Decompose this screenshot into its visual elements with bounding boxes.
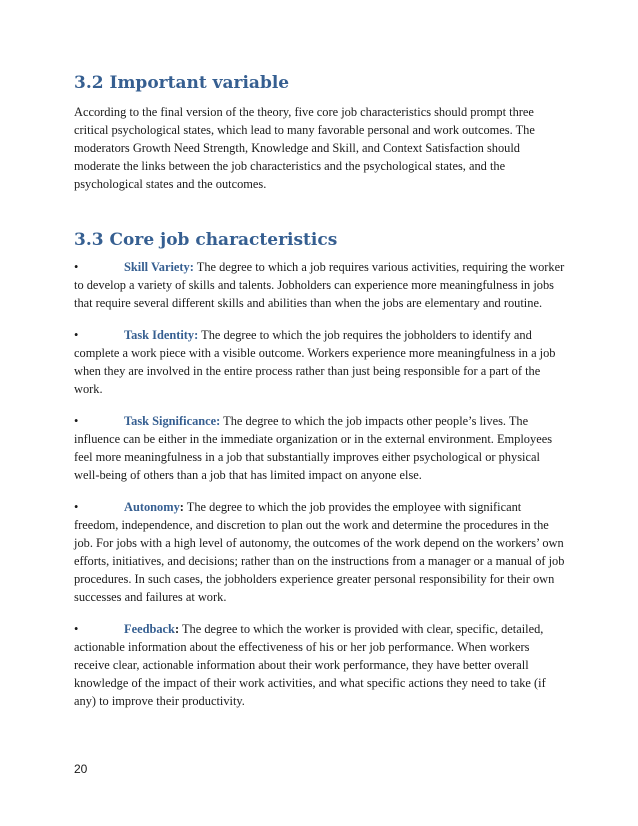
list-item-skill-variety <box>74 258 566 312</box>
bullet-icon: • <box>74 500 79 514</box>
list-item-task-identity <box>74 326 566 398</box>
definition-task-significance: The degree to which the job impacts other people’s lives. The influence can be either in the immediate organization or in the external environment. Employees feel more meaningfulness in a job that substantially improves either psychological or physical well-being of others than a job that has limited impact on anyone else. <box>74 414 553 482</box>
bullet-icon: • <box>74 414 79 428</box>
term-task-significance: Task Significance: <box>124 414 221 428</box>
term-skill-variety: Skill Variety: <box>124 260 194 274</box>
term-autonomy: Autonomy <box>124 500 180 514</box>
bullet-icon: • <box>74 328 79 342</box>
bullet-icon: • <box>74 260 79 274</box>
term-colon: : <box>174 622 180 636</box>
definition-feedback: The degree to which the worker is provided with clear, specific, detailed, actionable information about the effectiveness of his or her job performance. When workers receive clear, actionable information about their work performance, they have better overall knowledge of the impact of their work activities, and what specific actions they need to take (if any) to improve their productivity. <box>74 622 546 708</box>
list-item-task-significance <box>74 412 566 484</box>
definition-task-identity: The degree to which the job requires the jobholders to identify and complete a work piece with a visible outcome. Workers experience more meaningfulness in a job when they are involved in the entire process rather than just being responsible for a part of the work. <box>74 328 556 396</box>
section-heading-core-job-characteristics: 3.3 Core job characteristics <box>74 230 338 250</box>
definition-skill-variety: The degree to which a job requires various activities, requiring the worker to develop a variety of skills and talents. Jobholders can experience more meaningfulness in jobs that require several different skills and abilities than when the jobs are elementary and routine. <box>74 260 565 310</box>
list-item-feedback <box>74 620 566 710</box>
definition-autonomy: The degree to which the job provides the employee with significant freedom, independence, and discretion to plan out the work and determine the procedures in the job. For jobs with a high level of autonomy, the outcomes of the work depend on the workers’ own efforts, initiatives, and decisions; rather than on the instructions from a manager or a manual of job procedures. In such cases, the jobholders experience greater personal responsibility for their own successes and failures at work. <box>74 500 565 604</box>
page-number: 20 <box>74 762 88 776</box>
term-colon: : <box>179 500 184 514</box>
list-item-autonomy <box>74 498 566 606</box>
bullet-icon: • <box>74 622 79 636</box>
core-characteristics-list <box>74 258 566 710</box>
page-content <box>74 72 566 724</box>
section-heading-important-variable: 3.2 Important variable <box>74 73 290 93</box>
section-paragraph-important-variable: According to the final version of the theory, five core job characteristics should prompt three critical psychological states, which lead to many favorable personal and work outcomes. The moderators Growth Need Strength, Knowledge and Skill, and Context Satisfaction should moderate the links between the job characteristics and the psychological states, and the psychological states and the outcomes. <box>74 105 535 191</box>
term-feedback: Feedback <box>124 622 175 636</box>
term-task-identity: Task Identity: <box>124 328 199 342</box>
